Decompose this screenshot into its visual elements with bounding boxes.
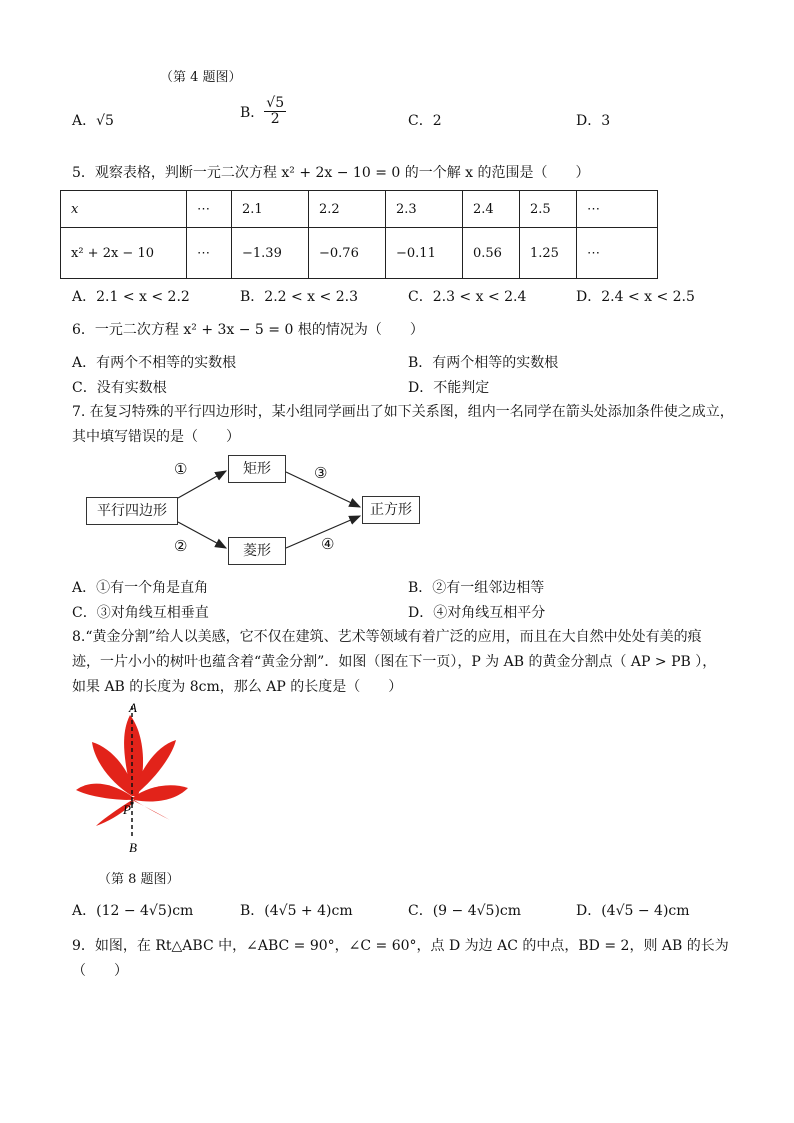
- table-cell: 2.4: [463, 191, 520, 228]
- table-cell: ⋯: [187, 191, 232, 228]
- table-cell: ⋯: [577, 191, 658, 228]
- q7-option-a: A．①有一个角是直角: [72, 580, 209, 596]
- table-cell: −0.11: [386, 228, 463, 279]
- table-cell: x: [61, 191, 187, 228]
- q9-stem-line2: （ ）: [72, 963, 128, 979]
- table-cell: 0.56: [463, 228, 520, 279]
- label-a: A: [129, 700, 137, 715]
- q7-stem-line1: 7. 在复习特殊的平行四边形时，某小组同学画出了如下关系图，组内一名同学在箭头处添加条件使之成立，: [72, 404, 734, 420]
- q7-option-b: B．②有一组邻边相等: [408, 580, 545, 596]
- table-cell: 2.5: [520, 191, 577, 228]
- box-rhombus: 菱形: [228, 537, 286, 565]
- q4-option-d: D．3: [576, 113, 611, 129]
- table-cell: 1.25: [520, 228, 577, 279]
- table-cell: 2.1: [232, 191, 309, 228]
- q6-stem: 6．一元二次方程 x² + 3x − 5 = 0 根的情况为（ ）: [72, 322, 424, 338]
- q5-option-a: A．2.1 < x < 2.2: [72, 289, 190, 305]
- q4-option-a: A．√5: [72, 113, 114, 129]
- q6-option-d: D．不能判定: [408, 380, 490, 396]
- table-cell: x² + 2x − 10: [61, 228, 187, 279]
- leaf-figure: [72, 700, 202, 860]
- q8-option-d: D．(4√5 − 4)cm: [576, 903, 690, 919]
- q4-option-c: C．2: [408, 113, 442, 129]
- q5-option-d: D．2.4 < x < 2.5: [576, 289, 695, 305]
- q8-option-c: C．(9 − 4√5)cm: [408, 903, 522, 919]
- label-3: ③: [314, 464, 328, 482]
- q8-figure-caption: （第 8 题图）: [98, 872, 180, 887]
- q5-option-b: B．2.2 < x < 2.3: [240, 289, 358, 305]
- q7-stem-line2: 其中填写错误的是（ ）: [72, 429, 240, 445]
- q8-stem-line1: 8.“黄金分割”给人以美感，它不仅在建筑、艺术等领域有着广泛的应用，而且在大自然中处处有美的痕: [72, 629, 702, 645]
- box-square: 正方形: [362, 496, 420, 524]
- table-cell: −1.39: [232, 228, 309, 279]
- label-2: ②: [174, 537, 188, 555]
- q8-option-b: B．(4√5 + 4)cm: [240, 903, 353, 919]
- table-cell: ⋯: [577, 228, 658, 279]
- q5-option-c: C．2.3 < x < 2.4: [408, 289, 527, 305]
- q6-option-a: A．有两个不相等的实数根: [72, 355, 237, 371]
- q4-figure-caption: （第 4 题图）: [160, 70, 242, 85]
- q8-stem-line2: 迹，一片小小的树叶也蕴含着“黄金分割”．如图（图在下一页），P 为 AB 的黄金分割点（ AP > PB ），: [72, 654, 717, 670]
- q4-option-b: B． $\frac{√5}{2}$: [240, 95, 285, 128]
- table-cell: ⋯: [187, 228, 232, 279]
- q7-option-c: C．③对角线互相垂直: [72, 605, 209, 621]
- label-4: ④: [321, 535, 335, 553]
- q9-stem-line1: 9．如图，在 Rt△ABC 中，∠ABC = 90°，∠C = 60°，点 D 为边 AC 的中点，BD = 2，则 AB 的长为: [72, 938, 729, 954]
- table-cell: 2.3: [386, 191, 463, 228]
- fraction: $\frac{√5}{2}$: [266, 95, 285, 128]
- label-1: ①: [174, 460, 188, 478]
- label-b: B: [129, 840, 137, 855]
- q5-stem: 5．观察表格，判断一元二次方程 x² + 2x − 10 = 0 的一个解 x 的范围是（ ）: [72, 165, 590, 181]
- table-cell: −0.76: [309, 228, 386, 279]
- q8-stem-line3: 如果 AB 的长度为 8cm，那么 AP 的长度是（ ）: [72, 679, 403, 695]
- q6-option-b: B．有两个相等的实数根: [408, 355, 559, 371]
- label-p: P: [123, 802, 131, 817]
- table-cell: 2.2: [309, 191, 386, 228]
- q8-option-a: A．(12 − 4√5)cm: [72, 903, 194, 919]
- q7-option-d: D．④对角线互相平分: [408, 605, 546, 621]
- box-parallelogram: 平行四边形: [86, 497, 178, 525]
- box-rectangle: 矩形: [228, 455, 286, 483]
- q6-option-c: C．没有实数根: [72, 380, 167, 396]
